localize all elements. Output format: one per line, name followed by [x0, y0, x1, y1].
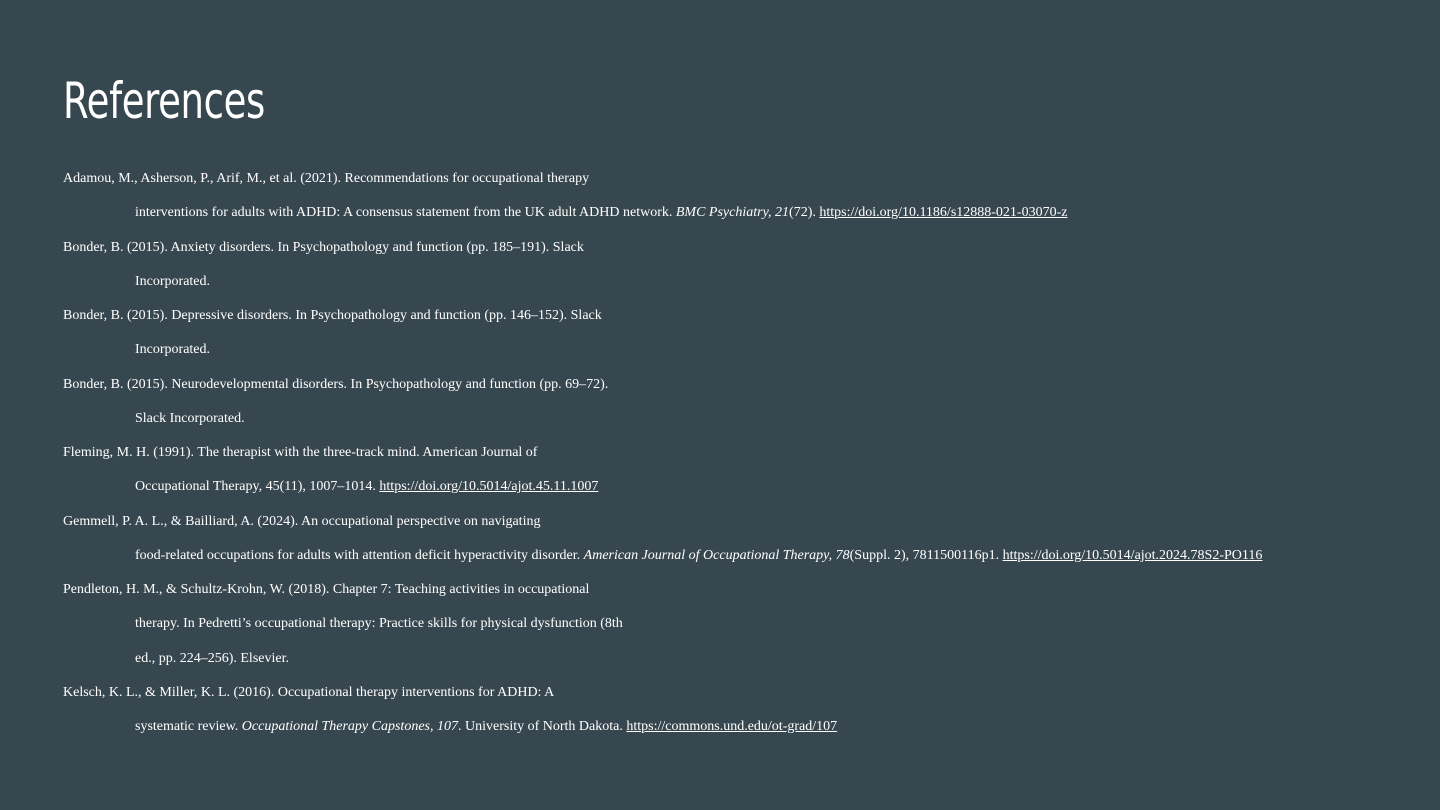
reference-text: Occupational Therapy, 45(11), 1007–1014. — [135, 479, 380, 495]
reference-source-italic: American Journal of Occupational Therapy, 78 — [583, 547, 850, 563]
reference-line: Bonder, B. (2015). Depressive disorders. In Psychopathology and function (pp. 146–152). Slack — [63, 308, 602, 323]
reference-text: Incorporated. — [135, 342, 211, 358]
reference-link[interactable]: https://doi.org/10.5014/ajot.2024.78S2-PO116 — [1002, 547, 1263, 563]
reference-line: Gemmell, P. A. L., & Bailliard, A. (2024). An occupational perspective on navigating — [63, 513, 541, 529]
reference-source-italic: Occupational Therapy Capstones, 107 — [241, 719, 458, 734]
reference-continuation-line — [63, 402, 1413, 436]
reference-text: food-related occupations for adults with attention deficit hyperactivity disorder. — [135, 547, 584, 563]
reference-text: systematic review. — [135, 719, 242, 734]
reference-line: Fleming, M. H. (1991). The therapist with the three-track mind. American Journal of — [63, 445, 538, 460]
reference-continuation-line — [63, 333, 1413, 367]
reference-line: Bonder, B. (2015). Neurodevelopmental disorders. In Psychopathology and function (pp. 69–72). — [63, 376, 609, 392]
reference-continuation-line — [63, 539, 1413, 573]
reference-continuation-line — [63, 265, 1413, 299]
reference-line: Kelsch, K. L., & Miller, K. L. (2016). Occupational therapy interventions for ADHD: A — [63, 684, 555, 700]
reference-text: (Suppl. 2), 7811500116p1. — [849, 547, 1003, 563]
reference-line: Bonder, B. (2015). Anxiety disorders. In Psychopathology and function (pp. 185–191). Slack — [63, 239, 584, 255]
reference-line: Adamou, M., Asherson, P., Arif, M., et al. (2021). Recommendations for occupational therapy — [63, 171, 590, 186]
reference-source-italic: BMC Psychiatry, 21 — [675, 205, 790, 221]
reference-link[interactable]: https://doi.org/10.5014/ajot.45.11.1007 — [379, 479, 599, 495]
reference-link[interactable]: https://commons.und.edu/ot-grad/107 — [626, 719, 838, 734]
reference-text: therapy. In Pedretti’s occupational therapy: Practice skills for physical dysfunction (8th — [135, 616, 623, 632]
reference-link[interactable]: https://doi.org/10.1186/s12888-021-03070-z — [819, 205, 1068, 221]
reference-continuation-line — [63, 710, 1413, 744]
reference-line: Pendleton, H. M., & Schultz-Krohn, W. (2018). Chapter 7: Teaching activities in occupational — [63, 582, 590, 597]
reference-continuation-line — [63, 470, 1413, 504]
slide-title: References — [63, 72, 265, 130]
reference-text: Slack Incorporated. — [135, 410, 245, 426]
reference-text: ed., pp. 224–256). Elsevier. — [135, 650, 289, 666]
reference-continuation-line — [63, 607, 1413, 641]
reference-continuation-line — [63, 642, 1413, 676]
reference-text: interventions for adults with ADHD: A consensus statement from the UK adult ADHD network. — [135, 205, 676, 221]
reference-continuation-line — [63, 196, 1413, 230]
reference-text: . University of North Dakota. — [458, 719, 627, 734]
references-list — [63, 162, 1413, 744]
reference-text: Incorporated. — [135, 273, 211, 289]
reference-text: (72). — [789, 205, 820, 221]
